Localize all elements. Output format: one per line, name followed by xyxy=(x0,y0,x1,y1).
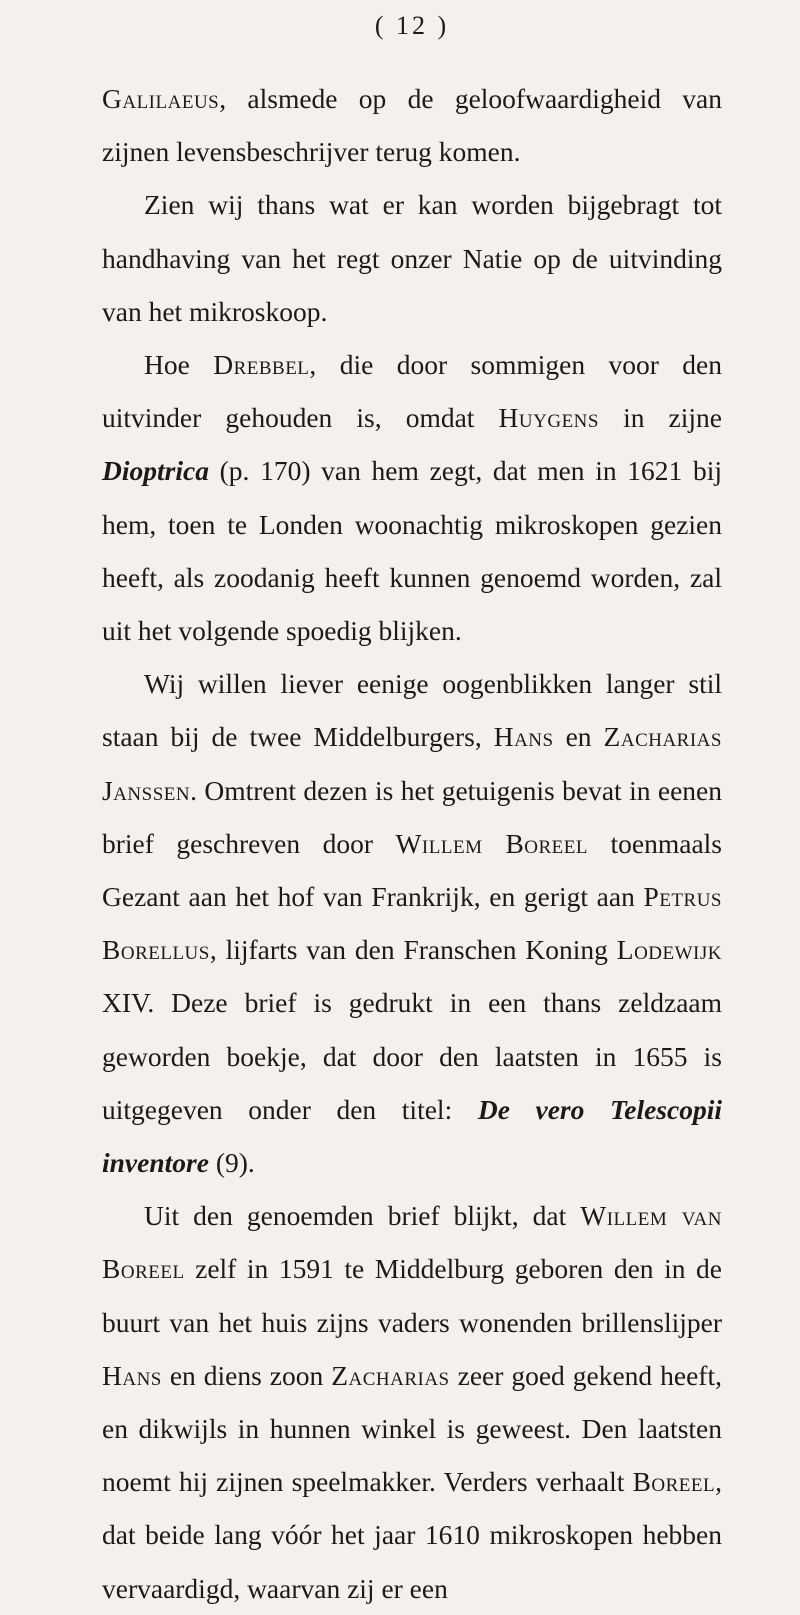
name-smallcaps: Lodewijk xyxy=(616,934,722,966)
text-run: en xyxy=(553,721,604,753)
text-run: Wij willen liever eenige oogenblikken langer stil staan bij de twee Middelburgers, xyxy=(102,668,722,753)
name-smallcaps: Galilaeus xyxy=(102,83,220,114)
paragraph xyxy=(102,72,722,178)
text-run: , lijfarts van den Franschen Koning xyxy=(209,934,617,966)
name-smallcaps: Boreel xyxy=(632,1466,716,1498)
text-run: en diens zoon xyxy=(161,1359,332,1391)
name-smallcaps: Willem Boreel xyxy=(395,827,589,859)
text-run: (p. 170) van hem zegt, dat men in 1621 bij hem, toen te Londen woonachtig mikroskopen gezien heeft, als zoodanig heeft kunnen genoemd worden, zal uit het volgende spoedig blijken. xyxy=(102,455,722,647)
text-run: toenmaals Gezant aan het hof van Frankrijk, en gerigt aan xyxy=(102,827,722,913)
text-run: in zijne xyxy=(598,402,722,434)
name-smallcaps: Petrus Borellus xyxy=(102,881,722,966)
text-run: , dat beide lang vóór het jaar 1610 mikroskopen hebben vervaardigd, waarvan zij er een xyxy=(102,1466,722,1604)
paragraph xyxy=(102,657,722,1189)
name-smallcaps: Zacharias xyxy=(331,1359,450,1391)
name-smallcaps: Hans xyxy=(493,721,554,753)
name-smallcaps: Hans xyxy=(102,1359,162,1391)
text-run: , alsmede op de geloofwaardigheid van zijnen levensbeschrijver terug komen. xyxy=(102,83,722,168)
text-run: Zien wij thans wat er kan worden bijgebragt tot handhaving van het regt onzer Natie op de uitvinding van het mikroskoop. xyxy=(102,189,722,327)
text-run: Uit den genoemden brief blijkt, dat xyxy=(144,1200,581,1232)
body-text xyxy=(102,72,722,1615)
text-run: , die door sommigen voor den uitvinder gehouden is, omdat xyxy=(102,349,722,434)
name-smallcaps: Zacharias Janssen xyxy=(102,721,722,806)
page-number: ( 12 ) xyxy=(374,11,450,40)
text-run: . Omtrent dezen is het getuigenis bevat in eenen brief geschreven door xyxy=(102,774,722,859)
title-italic: Dioptrica xyxy=(102,455,209,487)
name-smallcaps: Huygens xyxy=(498,402,599,434)
title-italic: De vero Telescopii inventore xyxy=(102,1093,722,1179)
paragraph xyxy=(102,1189,722,1615)
text-run: XIV. Deze brief is gedrukt in een thans zeldzaam geworden boekje, dat door den laatsten in 1655 is uitgegeven onder den titel: xyxy=(102,987,722,1125)
name-smallcaps: Willem van Boreel xyxy=(102,1200,722,1285)
text-run: zelf in 1591 te Middelburg geboren den in de buurt van het huis zijns vaders wonenden brillenslijper xyxy=(102,1253,722,1338)
text-run: (9). xyxy=(208,1147,255,1179)
text-run: zeer goed gekend heeft, en dikwijls in hunnen winkel is geweest. Den laatsten noemt hij zijnen speelmakker. Verders verhaalt xyxy=(102,1359,722,1498)
text-run: Hoe xyxy=(144,349,214,381)
name-smallcaps: Drebbel xyxy=(213,349,310,381)
paragraph xyxy=(102,178,722,338)
paragraph xyxy=(102,338,722,657)
